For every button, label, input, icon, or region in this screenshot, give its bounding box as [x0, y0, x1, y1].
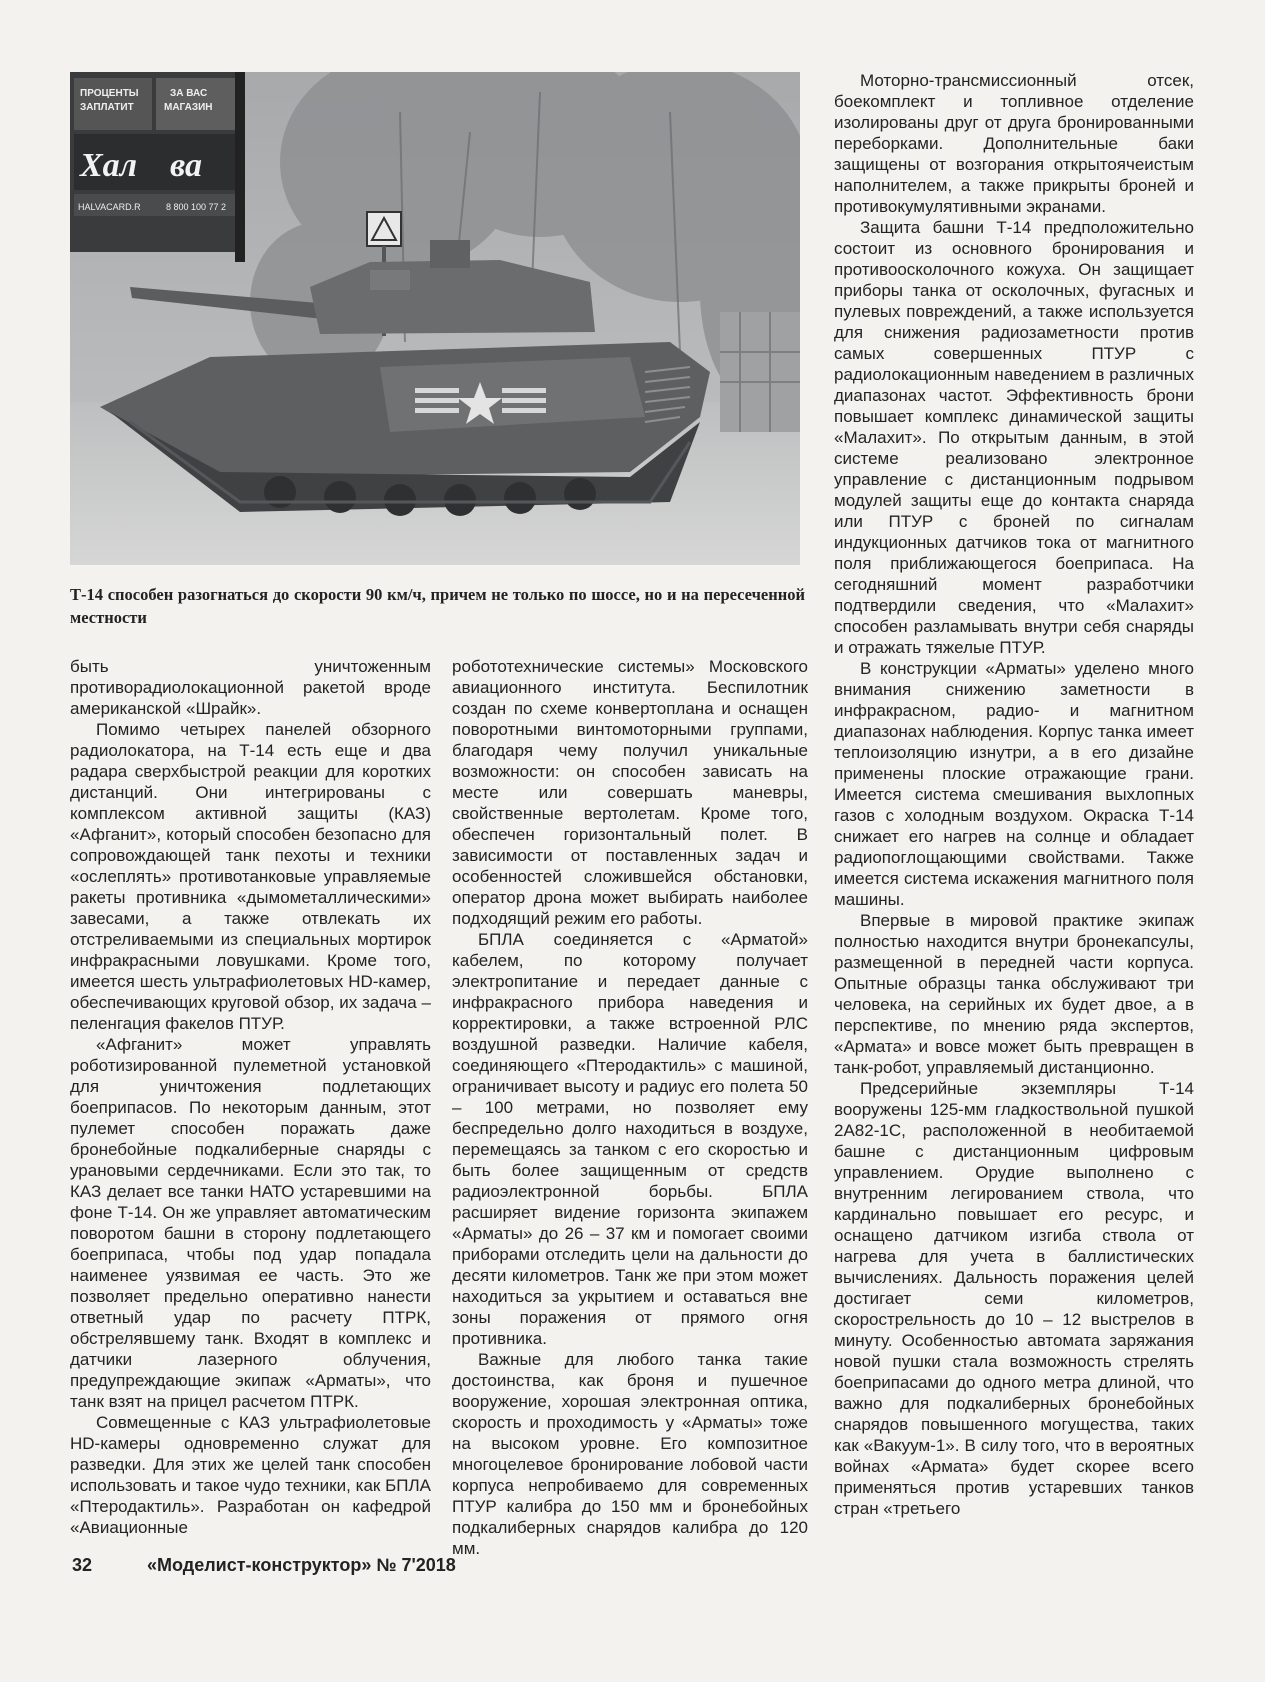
billboard-logo-2: ва [170, 147, 202, 184]
billboard-text-1: ПРОЦЕНТЫ [80, 88, 139, 99]
billboard-text-2: ЗАПЛАТИТ [80, 102, 134, 113]
page-footer [72, 1555, 456, 1576]
photo-caption: Т-14 способен разогнаться до скорости 90 км/ч, причем не только по шоссе, но и на пересеченной местности [70, 585, 805, 627]
page-number: 32 [72, 1555, 93, 1575]
article-column-1 [70, 656, 431, 1538]
billboard-url: HALVACARD.R [78, 202, 141, 212]
paragraph: Предсерийные экземпляры Т-14 вооружены 125-мм гладкоствольной пушкой 2А82-1С, расположенной в необитаемой башне с дистанционным цифровым управлением. Орудие выполнено с внутренним легированием ствола, что кардинально повышает его ресурс, и оснащено датчиком изгиба ствола от нагрева для учета в баллистических вычислениях. Дальность поражения целей достигает семи километров, скорострельность до 10 – 12 выстрелов в минуту. Особенностью автомата заряжания новой пушки стала возможность стрелять боеприпасами до одного метра длиной, что важно для подкалиберных бронебойных снарядов повышенного могущества, таких как «Вакуум-1». В силу того, что в вероятных войнах «Армата» будет скорее всего применяться против устаревших танков стран «третьего [834, 1079, 1194, 1518]
billboard-text-3: ЗА ВАС [170, 88, 208, 99]
article-column-2 [452, 656, 808, 1559]
tank-photo-illustration [70, 72, 800, 565]
paragraph: Совмещенные с КАЗ ультрафиолетовые HD-камеры одновременно служат для разведки. Для этих же целей танк способен использовать и такое чудо техники, как БПЛА «Птеродактиль». Разработан он кафедрой «Авиационные [70, 1413, 431, 1537]
paragraph: Помимо четырех панелей обзорного радиолокатора, на Т-14 есть еще и два радара сверхбыстрой реакции для коротких дистанций. Они интегрированы с комплексом активной защиты (КАЗ) «Афганит», который способен безопасно для сопровождающей танк пехоты и техники «ослеплять» противотанковые управляемые ракеты противника «дымометаллическими» завесами, а также отвлекать их отстреливаемыми из специальных мортирок инфракрасными ловушками. Кроме того, имеется шесть ультрафиолетовых HD-камер, обеспечивающих круговой обзор, их задача – пеленгация факелов ПТУР. [70, 720, 431, 1033]
paragraph: Впервые в мировой практике экипаж полностью находится внутри бронекапсулы, размещенной в передней части корпуса. Опытные образцы танка обслуживают три человека, на серийных их будет двое, а в перспективе, по мнению ряда экспертов, «Армата» и вовсе может быть превращен в танк-робот, управляемый дистанционно. [834, 911, 1194, 1077]
paragraph: БПЛА соединяется с «Арматой» кабелем, по которому получает электропитание и передает данные с инфракрасного прибора наведения и корректировки, а также встроенной РЛС воздушной разведки. Наличие кабеля, соединяющего «Птеродактиль» с машиной, ограничивает высоту и радиус его полета 50 – 100 метрами, но позволяет ему беспредельно долго находиться в воздухе, перемещаясь за танком с его скоростью и быть более защищенным от средств радиоэлектронной борьбы. БПЛА расширяет видение горизонта экипажем «Арматы» до 26 – 37 км и помогает своими приборами отследить цели на дальности до десяти километров. Танк же при этом может находиться за укрытием и оставаться вне зоны поражения от прямого огня противника. [452, 930, 808, 1348]
billboard-logo-1: Хал [80, 147, 138, 184]
paragraph: Моторно-трансмиссионный отсек, боекомплект и топливное отделение изолированы друг от друга бронированными переборками. Дополнительные баки защищены от возгорания открытоячеистым наполнителем, а также прикрыты броней и противокумулятивными экранами. [834, 71, 1194, 216]
paragraph: робототехнические системы» Московского авиационного института. Беспилотник создан по схеме конвертоплана и оснащен поворотными винтомоторными группами, благодаря чему получил уникальные возможности: он способен зависать на месте или совершать маневры, свойственные вертолетам. Кроме того, обеспечен горизонтальный полет. В зависимости от поставленных задач и особенностей сложившейся обстановки, оператор дрона может выбирать наиболее подходящий режим его работы. [452, 657, 808, 928]
tank-photo [70, 72, 800, 565]
paragraph: В конструкции «Арматы» уделено много внимания снижению заметности в инфракрасном, радио- и магнитном диапазонах наблюдения. Корпус танка имеет теплоизоляцию изнутри, а в его дизайне применены плоские отражающие грани. Имеется система смешивания выхлопных газов с холодным воздухом. Окраска Т-14 снижает его нагрев на солнце и обладает радиопоглощающими свойствами. Также имеется система искажения магнитного поля машины. [834, 659, 1194, 909]
paragraph: быть уничтоженным противорадиолокационной ракетой вроде американской «Шрайк». [70, 657, 431, 718]
billboard-phone: 8 800 100 77 2 [166, 202, 227, 212]
paragraph: «Афганит» может управлять роботизированной пулеметной установкой для уничтожения подлетающих боеприпасов. По некоторым данным, этот пулемет способен поражать даже бронебойные подкалиберные снаряды с урановыми сердечниками. Если это так, то КАЗ делает все танки НАТО устаревшими на фоне Т-14. Он же управляет автоматическим поворотом башни в сторону подлетающего боеприпаса, чтобы под удар попадала наименее уязвимая ее часть. Это же позволяет предельно оперативно нанести ответный удар по расчету ПТРК, обстрелявшему танк. Входят в комплекс и датчики лазерного облучения, предупреждающие экипаж «Арматы», что танк взят на прицел расчетом ПТРК. [70, 1035, 431, 1411]
paragraph: Защита башни Т-14 предположительно состоит из основного бронирования и противоосколочного кожуха. Он защищает приборы танка от осколочных, фугасных и пулевых повреждений, а также используется для снижения радиозаметности против самых совершенных ПТУР с радиолокационным наведением в различных диапазонах частот. Эффективность брони повышает комплекс динамической защиты «Малахит». По открытым данным, в этой системе реализовано электронное управление с дистанционным подрывом модулей защиты еще до контакта снаряда или ПТУР с броней по сигналам индукционных датчиков тока от магнитного поля приближающегося боеприпаса. На сегодняшний момент разработчики подтвердили сведения, что «Малахит» способен разламывать внутри себя снаряды и отражать тяжелые ПТУР. [834, 218, 1194, 657]
journal-title: «Моделист-конструктор» № 7'2018 [147, 1555, 456, 1575]
billboard-text-4: МАГАЗИН [164, 102, 213, 113]
paragraph: Важные для любого танка такие достоинства, как броня и пушечное вооружение, хорошая электронная оптика, скорость и проходимость у «Арматы» тоже на высоком уровне. Его композитное многоцелевое бронирование лобовой части корпуса непробиваемо для современных ПТУР калибра до 150 мм и бронебойных подкалиберных снарядов калибра до 120 мм. [452, 1350, 808, 1558]
article-column-3 [834, 70, 1194, 1519]
